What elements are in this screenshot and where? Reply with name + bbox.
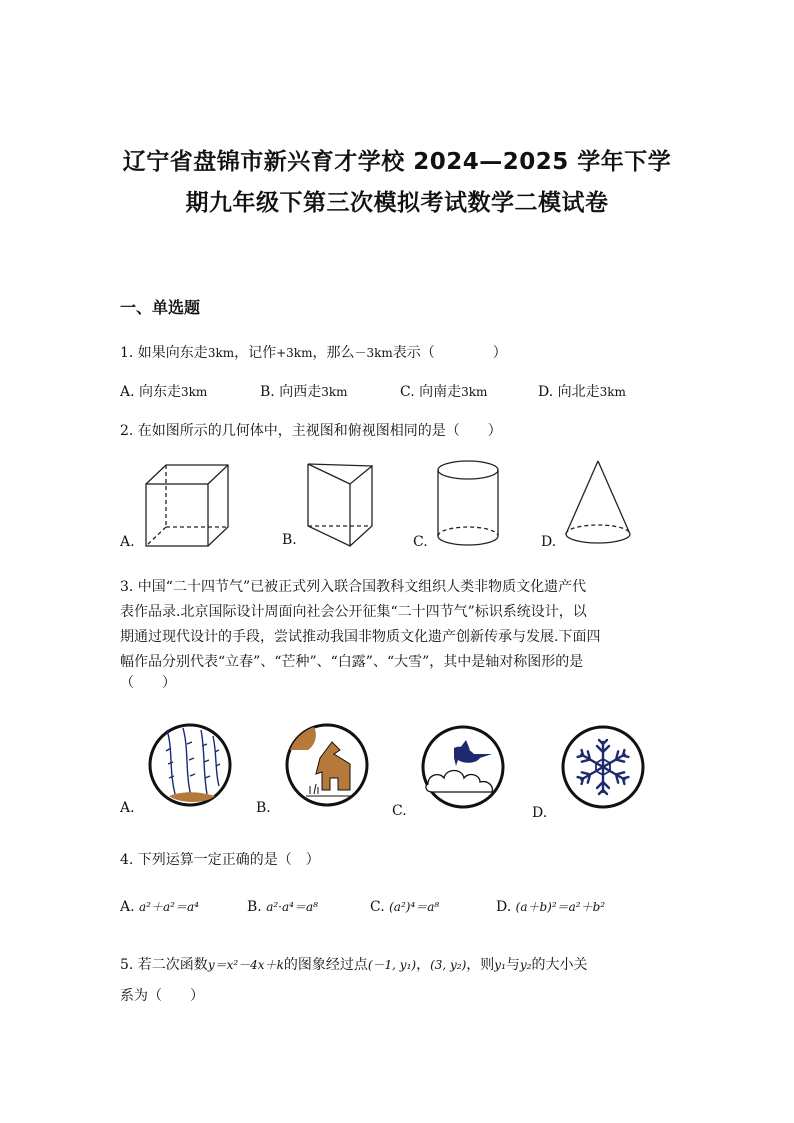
q4-option-d[interactable]: D. (a＋b)²＝a²＋b² (496, 899, 606, 915)
mangzhong-house-icon (282, 720, 372, 810)
cube-icon (140, 462, 240, 552)
lichun-willow-icon (145, 720, 235, 810)
question-5-line2: 系为（ ） (120, 988, 204, 1004)
question-5-line1: 5. 若二次函数y＝x²－4x＋k的图象经过点(－1, y₁)，(3, y₂)，则y₁与y₂的大小关 (120, 957, 588, 973)
question-3-line1: 3. 中国“二十四节气”已被正式列入联合国教科文组织人类非物质文化遗产代 (120, 579, 587, 595)
question-2: 2. 在如图所示的几何体中，主视图和俯视图相同的是（ ） (120, 423, 502, 439)
q3-label-b[interactable]: B. (256, 800, 271, 816)
question-3-line5: （ ） (120, 675, 176, 691)
page-title-line2: 期九年级下第三次模拟考试数学二模试卷 (185, 190, 609, 216)
question-4: 4. 下列运算一定正确的是（ ） (120, 852, 320, 868)
q3-label-c[interactable]: C. (392, 803, 407, 819)
question-3-line2: 表作品录.北京国际设计周面向社会公开征集“二十四节气”标识系统设计，以 (120, 604, 587, 620)
q4-option-c[interactable]: C. (a²)⁴＝a⁸ (370, 899, 440, 915)
q2-label-d[interactable]: D. (541, 534, 557, 550)
q1-option-a[interactable]: A. 向东走3km (120, 384, 208, 400)
q2-label-b[interactable]: B. (282, 532, 297, 548)
triangular-prism-icon (300, 460, 380, 552)
cone-icon (560, 458, 640, 552)
q1-option-c[interactable]: C. 向南走3km (400, 384, 488, 400)
page-title-line1: 辽宁省盘锦市新兴育才学校 2024—2025 学年下学 (122, 149, 672, 175)
q3-label-d[interactable]: D. (532, 805, 548, 821)
q1-option-d[interactable]: D. 向北走3km (538, 384, 626, 400)
q1-option-b[interactable]: B. 向西走3km (260, 384, 348, 400)
question-1: 1. 如果向东走3km，记作+3km，那么－3km表示（ ） (120, 345, 507, 361)
q2-label-c[interactable]: C. (413, 534, 428, 550)
question-3-line3: 期通过现代设计的手段，尝试推动我国非物质文化遗产创新传承与发展.下面四 (120, 629, 601, 645)
q2-label-a[interactable]: A. (120, 534, 135, 550)
cylinder-icon (432, 458, 512, 552)
q3-label-a[interactable]: A. (120, 800, 135, 816)
section-heading: 一、单选题 (120, 298, 201, 317)
question-3-line4: 幅作品分别代表“立春”、“芒种”、“白露”、“大雪”，其中是轴对称图形的是 (120, 654, 584, 670)
bailu-bird-icon (418, 722, 508, 812)
q4-option-a[interactable]: A. a²＋a²＝a⁴ (120, 899, 199, 915)
daxue-snowflake-icon (558, 722, 648, 812)
q4-option-b[interactable]: B. a²·a⁴＝a⁸ (247, 899, 318, 915)
